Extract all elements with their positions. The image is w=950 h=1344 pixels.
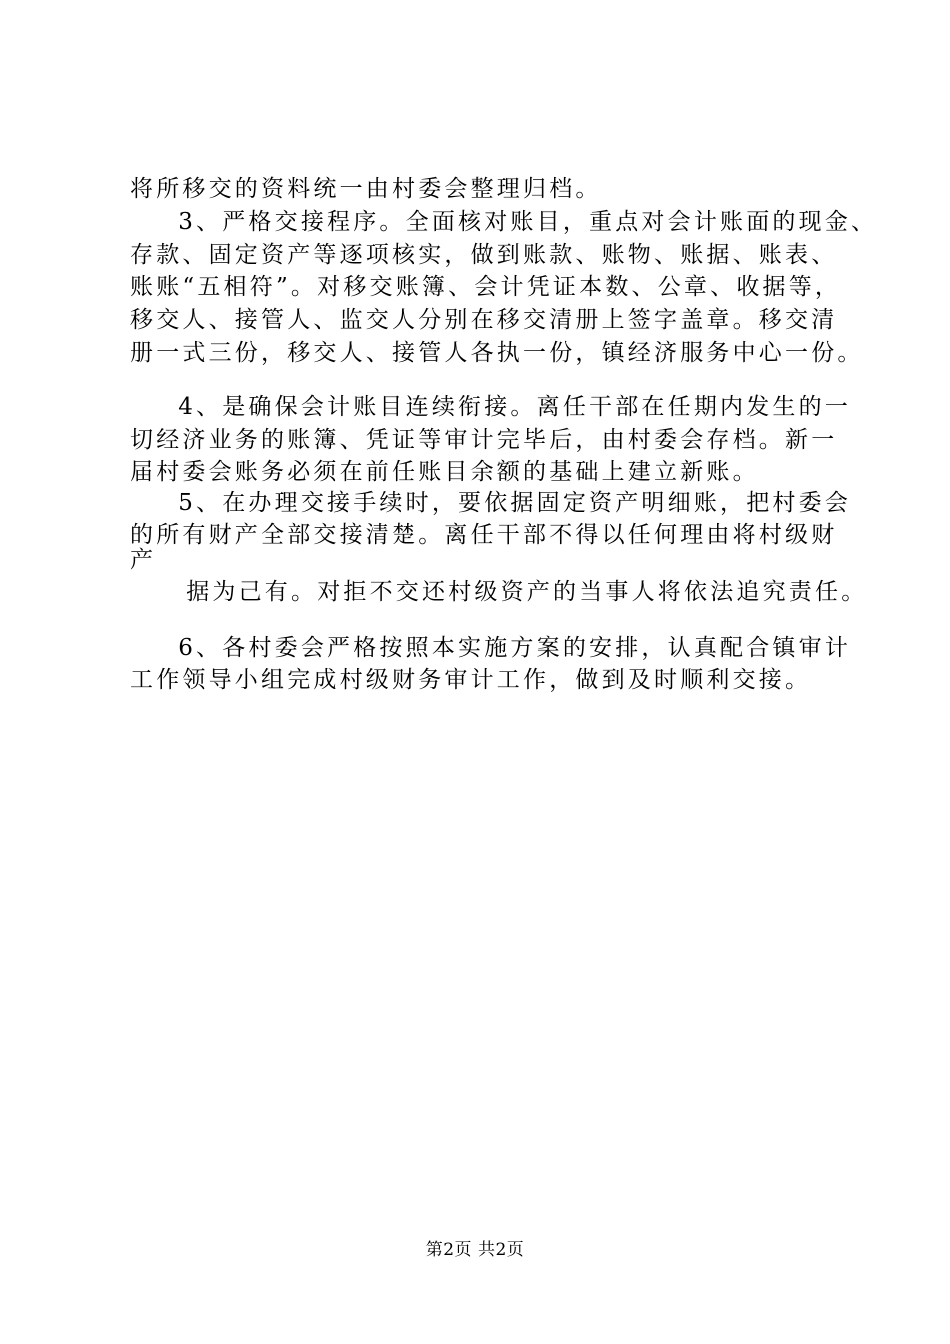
text-line: 工作领导小组完成村级财务审计工作，做到及时顺利交接。 xyxy=(130,667,812,693)
text-line: 据为己有。对拒不交还村级资产的当事人将依法追究责任。 xyxy=(160,579,868,605)
page-footer: 第2页 共2页 xyxy=(425,1240,525,1260)
text-line: 的所有财产全部交接清楚。离任干部不得以任何理由将村级财 xyxy=(130,522,838,548)
text-line: 册一式三份，移交人、接管人各执一份，镇经济服务中心一份。 xyxy=(130,340,864,366)
text-line: 切经济业务的账簿、凭证等审计完毕后，由村委会存档。新一 xyxy=(130,427,838,453)
text-line: 产 xyxy=(130,547,157,573)
text-line: 4、是确保会计账目连续衔接。离任干部在任期内发生的一 xyxy=(152,394,852,420)
text-line: 3、严格交接程序。全面核对账目，重点对会计账面的现金、 xyxy=(152,209,878,235)
text-line: 账账“五相符”。对移交账簿、会计凭证本数、公章、收据等， xyxy=(130,274,842,300)
text-line: 5、在办理交接手续时，要依据固定资产明细账，把村委会 xyxy=(152,490,852,516)
text-line: 移交人、接管人、监交人分别在移交清册上签字盖章。移交清 xyxy=(130,307,838,333)
text-line: 将所移交的资料统一由村委会整理归档。 xyxy=(130,176,602,202)
text-line: 6、各村委会严格按照本实施方案的安排，认真配合镇审计 xyxy=(152,635,852,661)
text-line: 届村委会账务必须在前任账目余额的基础上建立新账。 xyxy=(130,459,759,485)
text-line: 存款、固定资产等逐项核实，做到账款、账物、账据、账表、 xyxy=(130,242,838,268)
